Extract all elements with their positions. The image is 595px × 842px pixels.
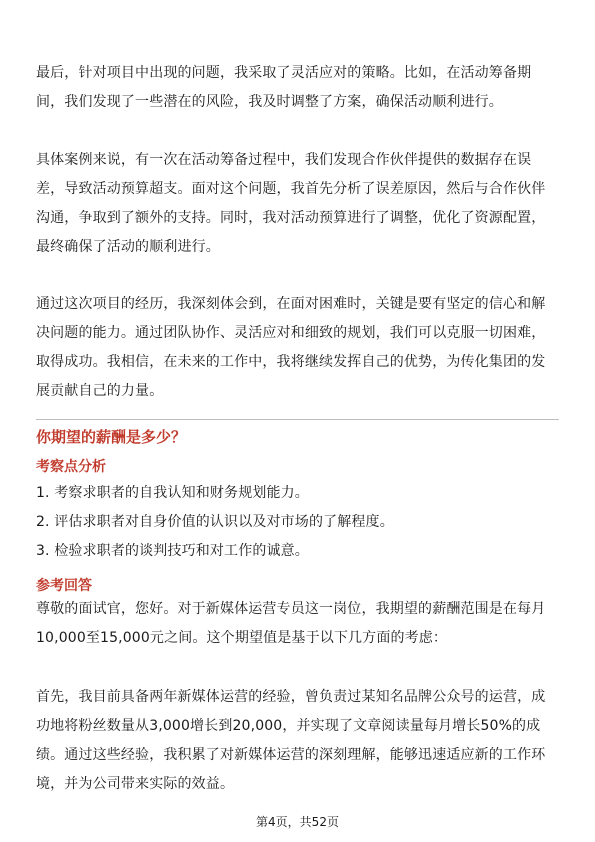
question-title: 你期望的薪酬是多少？ bbox=[36, 428, 187, 446]
analysis-heading: 考察点分析 bbox=[36, 459, 106, 475]
section-divider bbox=[36, 419, 559, 420]
analysis-item: 1. 考察求职者的自我认知和财务规划能力。 bbox=[36, 485, 309, 501]
analysis-item: 2. 评估求职者对自身价值的认识以及对市场的了解程度。 bbox=[36, 514, 394, 530]
paragraph-strategy: 最后，针对项目中出现的问题，我采取了灵活应对的策略。比如，在活动筹备期 间，我们发现了一些潜在的风险，我及时调整了方案，确保活动顺利进行。 bbox=[36, 65, 532, 110]
answer-paragraph-intro: 尊敬的面试官，您好。对于新媒体运营专员这一岗位，我期望的薪酬范围是在每月 10,000至15,000元之间。这个期望值是基于以下几方面的考虑： bbox=[36, 601, 546, 646]
answer-heading: 参考回答 bbox=[36, 578, 92, 594]
answer-paragraph-experience: 首先，我目前具备两年新媒体运营的经验，曾负责过某知名品牌公众号的运营，成 功地将粉丝数量从3,000增长到20,000，并实现了文章阅读量每月增长50%的成 绩。通过这些经验，我积累了对新媒体运营的深刻理解，能够迅速适应新的工作环 境，并为公司带来实际的效益。 bbox=[36, 689, 546, 792]
analysis-item: 3. 检验求职者的谈判技巧和对工作的诚意。 bbox=[36, 543, 309, 559]
page-number-footer: 第4页，共52页 bbox=[256, 815, 339, 829]
paragraph-conclusion: 通过这次项目的经历，我深刻体会到，在面对困难时，关键是要有坚定的信心和解 决问题的能力。通过团队协作、灵活应对和细致的规划，我们可以克服一切困难， 取得成功。我相信，在未来的工作中，我将继续发挥自己的优势，为传化集团的发 展贡献自己的力量。 bbox=[36, 296, 546, 399]
paragraph-case: 具体案例来说，有一次在活动筹备过程中，我们发现合作伙伴提供的数据存在误 差，导致活动预算超支。面对这个问题，我首先分析了误差原因，然后与合作伙伴 沟通，争取到了额外的支持。同时，我对活动预算进行了调整，优化了资源配置， 最终确保了活动的顺利进行。 bbox=[36, 152, 546, 255]
